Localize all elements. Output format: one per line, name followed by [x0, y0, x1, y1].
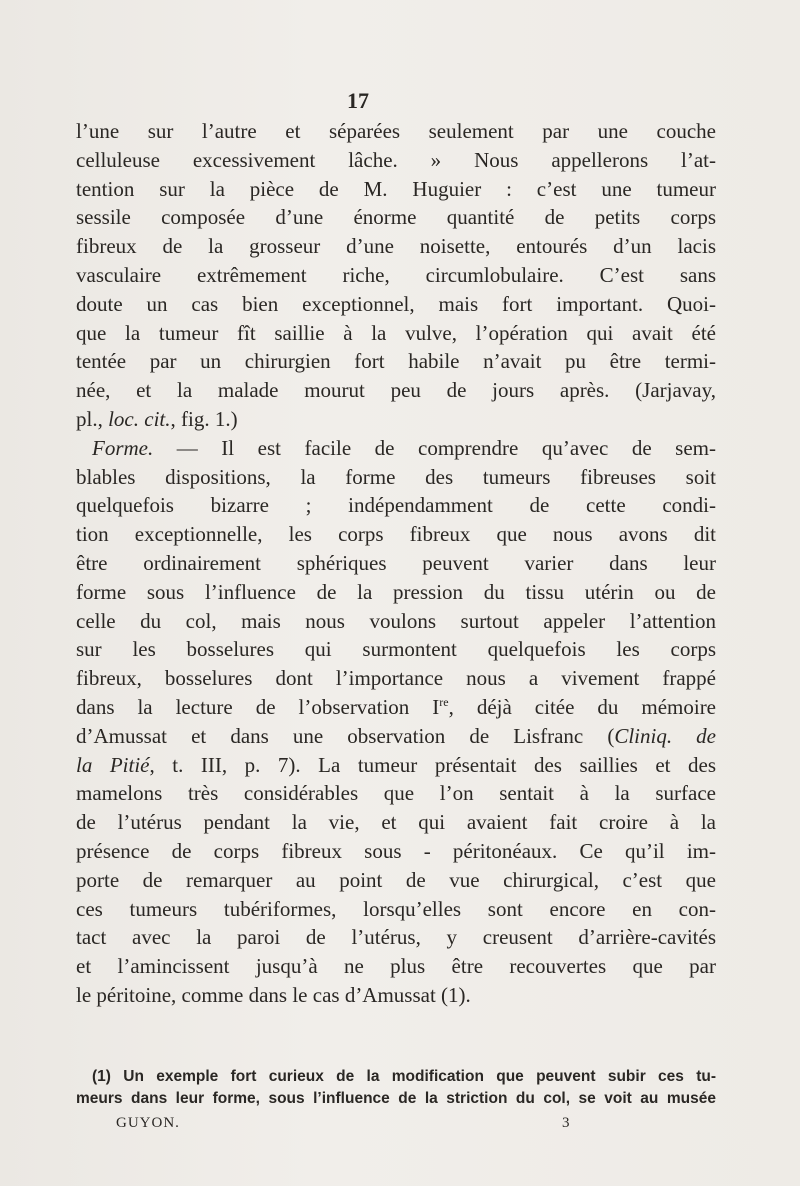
page-number: 17: [347, 88, 369, 113]
text-line: [76, 549, 716, 578]
text-run: et l’amincissent jusqu’à ne plus être recouvertes que par: [76, 954, 716, 979]
text-line: [76, 434, 716, 463]
text-line: [76, 491, 716, 520]
text-run: que la tumeur fît saillie à la vulve, l’opération qui avait été: [76, 320, 716, 345]
text-line: [76, 117, 716, 146]
text-line: [76, 751, 716, 780]
text-line: [76, 607, 716, 636]
text-line: [76, 290, 716, 319]
italic-text: Forme.: [92, 435, 154, 460]
text-run: mamelons très considérables que l’on sentait à la surface: [76, 781, 716, 806]
text-run: née, et la malade mourut peu de jours après. (Jarjavay,: [76, 378, 716, 403]
text-run: sur les bosselures qui surmontent quelquefois les corps: [76, 637, 716, 662]
superscript: re: [439, 694, 449, 709]
text-line: [76, 952, 716, 981]
text-line: [76, 405, 716, 434]
text-line: [76, 837, 716, 866]
text-line: [76, 232, 716, 261]
text-line: [76, 981, 716, 1010]
text-run: pl.,: [76, 406, 109, 431]
text-run: blables dispositions, la forme des tumeurs fibreuses soit: [76, 464, 716, 489]
signature-row: [116, 1112, 576, 1134]
text-line: [76, 261, 716, 290]
text-run: , t. III, p. 7). La tumeur présentait des saillies et des: [149, 752, 716, 777]
printer-signature: GUYON.: [116, 1115, 180, 1131]
sheet-number: 3: [562, 1115, 570, 1131]
text-line: [76, 722, 716, 751]
text-run: tion exceptionnelle, les corps fibreux que nous avons dit: [76, 522, 716, 547]
text-run: doute un cas bien exceptionnel, mais fort important. Quoi-: [76, 291, 716, 316]
footnote-line: (1) Un exemple fort curieux de la modification que peuvent subir ces tu-: [92, 1068, 716, 1085]
text-run: le péritoine, comme dans le cas d’Amussat (1).: [76, 982, 471, 1007]
text-run: de l’utérus pendant la vie, et qui avaient fait croire à la: [76, 810, 716, 835]
footnote-line: meurs dans leur forme, sous l’influence de la striction du col, se voit au musée: [76, 1090, 716, 1107]
text-run: être ordinairement sphériques peuvent varier dans leur: [76, 550, 716, 575]
text-run: tact avec la paroi de l’utérus, y creusent d’arrière-cavités: [76, 925, 716, 950]
text-run: tentée par un chirurgien fort habile n’avait pu être termi-: [76, 349, 716, 374]
text-run: ces tumeurs tubériformes, lorsqu’elles sont encore en con-: [76, 896, 716, 921]
body-text: [76, 117, 716, 1010]
text-run: vasculaire extrêmement riche, circumlobulaire. C’est sans: [76, 262, 716, 287]
text-line: [76, 895, 716, 924]
text-line: [76, 463, 716, 492]
text-line: [76, 808, 716, 837]
text-run: présence de corps fibreux sous - péritonéaux. Ce qu’il im-: [76, 838, 716, 863]
text-line: [76, 347, 716, 376]
text-line: [76, 866, 716, 895]
italic-text: la Pitié: [76, 752, 150, 777]
footnote: [76, 1066, 716, 1110]
text-run: forme sous l’influence de la pression du tissu utérin ou de: [76, 579, 716, 604]
text-line: [76, 578, 716, 607]
text-run: sessile composée d’une énorme quantité de petits corps: [76, 205, 716, 230]
text-line: [76, 664, 716, 693]
text-line: [76, 319, 716, 348]
text-run: fibreux, bosselures dont l’importance nous a vivement frappé: [76, 666, 716, 691]
text-line: [76, 779, 716, 808]
text-line: [76, 693, 716, 722]
italic-text: loc. cit.: [108, 406, 171, 431]
italic-text: Cliniq. de: [614, 723, 716, 748]
text-run: tention sur la pièce de M. Huguier : c’est une tumeur: [76, 176, 716, 201]
text-line: [76, 203, 716, 232]
text-run: dans la lecture de l’observation I: [76, 694, 440, 719]
text-run: celluleuse excessivement lâche. » Nous appellerons l’at-: [76, 147, 716, 172]
text-run: , déjà citée du mémoire: [448, 694, 717, 719]
text-run: , fig. 1.): [170, 406, 238, 431]
text-run: fibreux de la grosseur d’une noisette, entourés d’un lacis: [76, 234, 716, 259]
text-run: — Il est facile de comprendre qu’avec de sem-: [153, 435, 716, 460]
text-run: quelquefois bizarre ; indépendamment de cette condi-: [76, 493, 716, 518]
text-run: d’Amussat et dans une observation de Lisfranc (: [76, 723, 615, 748]
text-line: [76, 635, 716, 664]
text-line: [76, 146, 716, 175]
text-run: l’une sur l’autre et séparées seulement par une couche: [76, 119, 716, 143]
text-line: [76, 376, 716, 405]
text-line: [76, 923, 716, 952]
text-line: [76, 175, 716, 204]
text-line: [76, 520, 716, 549]
text-run: celle du col, mais nous voulons surtout appeler l’attention: [76, 608, 716, 633]
text-run: porte de remarquer au point de vue chirurgical, c’est que: [76, 867, 716, 892]
